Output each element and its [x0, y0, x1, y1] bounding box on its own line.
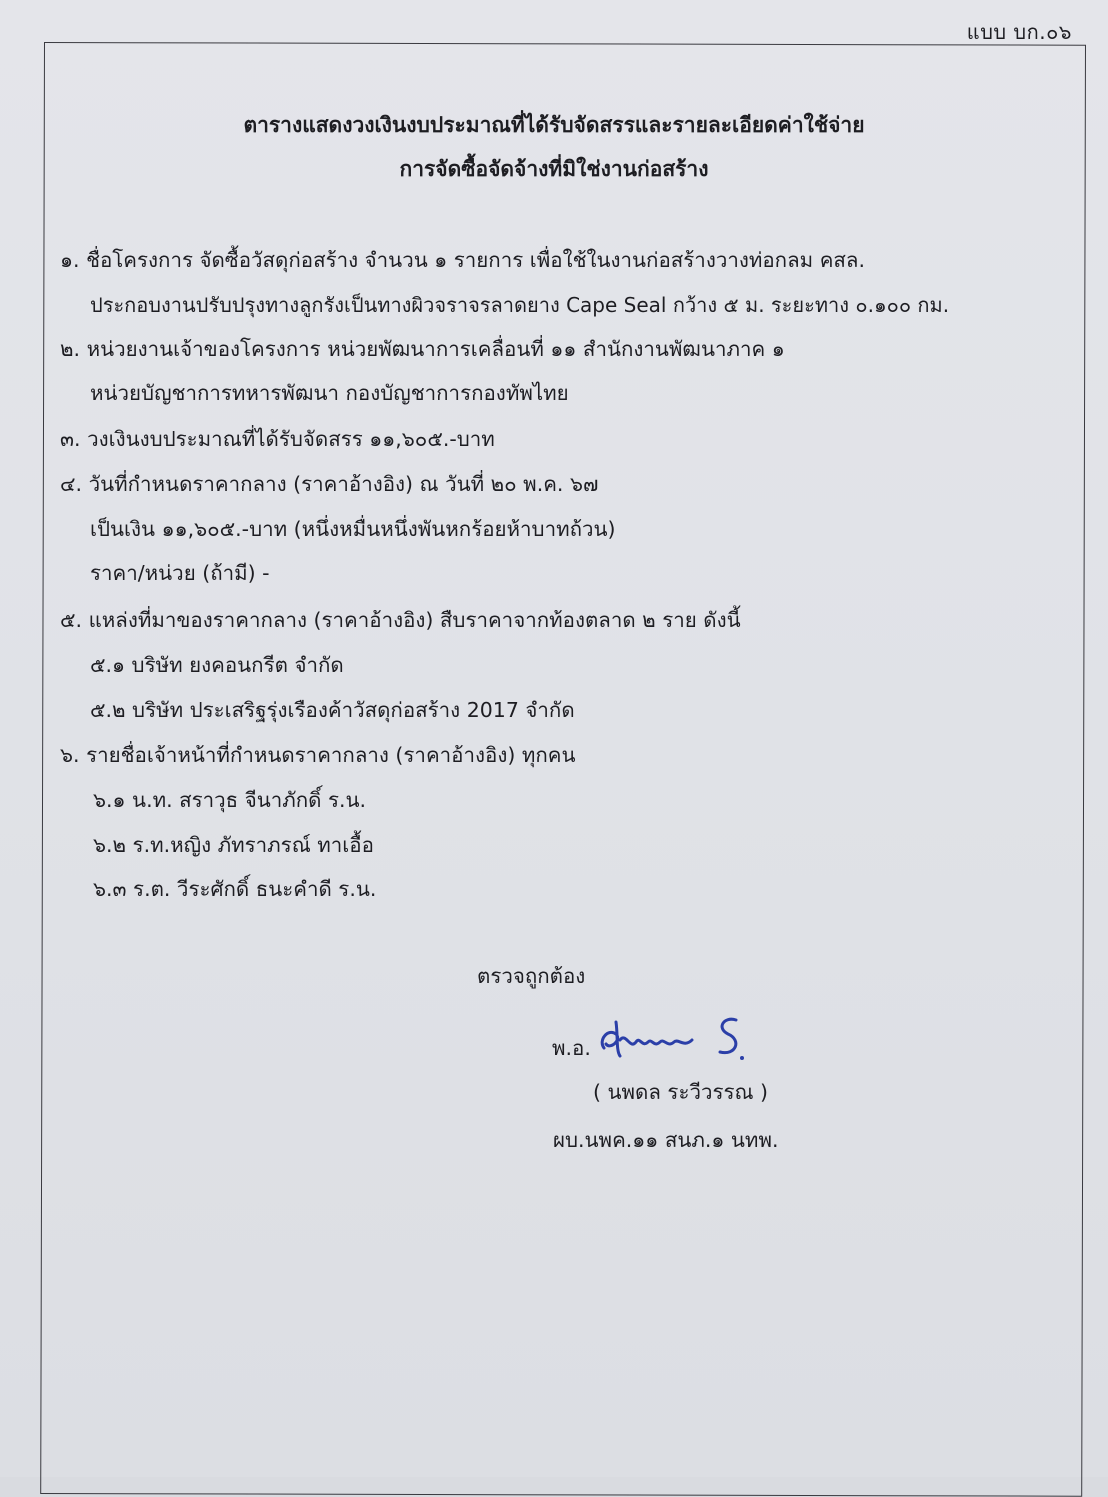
signer-title: ผบ.นพค.๑๑ สนภ.๑ นทพ.	[553, 1128, 779, 1152]
signer-name: ( นพดล ระวีวรรณ )	[593, 1080, 769, 1104]
item-1-continuation: ประกอบงานปรับปรุงทางลูกรังเป็นทางผิวจราจรลาดยาง Cape Seal กว้าง ๕ ม. ระยะทาง ๐.๑๐๐ กม.	[90, 293, 950, 317]
item-3-text: วงเงินงบประมาณที่ได้รับจัดสรร ๑๑,๖๐๕.-บาท	[87, 427, 495, 451]
certified-correct-label: ตรวจถูกต้อง	[477, 964, 586, 988]
form-code: แบบ บก.๐๖	[966, 20, 1072, 44]
item-5	[60, 604, 741, 637]
item-6-officer-3: ๖.๓ ร.ต. วีระศักดิ์ ธนะคำดี ร.น.	[93, 877, 377, 901]
item-5-text: แหล่งที่มาของราคากลาง (ราคาอ้างอิง) สืบราคาจากท้องตลาด ๒ ราย ดังนี้	[88, 608, 741, 632]
item-6-number: ๖.	[60, 743, 80, 767]
item-4	[60, 468, 598, 501]
item-2-continuation: หน่วยบัญชาการทหารพัฒนา กองบัญชาการกองทัพไทย	[90, 381, 569, 405]
item-2-number: ๒.	[60, 337, 81, 361]
handwritten-signature	[596, 1010, 756, 1070]
item-5-number: ๕.	[60, 608, 83, 632]
signer-rank: พ.อ.	[552, 1036, 591, 1060]
item-4-amount: เป็นเงิน ๑๑,๖๐๕.-บาท (หนึ่งหมื่นหนึ่งพันหกร้อยห้าบาทถ้วน)	[90, 517, 616, 541]
item-4-unit-price: ราคา/หน่วย (ถ้ามี) -	[90, 561, 270, 585]
item-5-source-2: ๕.๒ บริษัท ประเสริฐรุ่งเรืองค้าวัสดุก่อสร้าง 2017 จำกัด	[90, 698, 575, 722]
item-2	[60, 333, 785, 366]
item-1-number: ๑.	[60, 248, 80, 272]
item-4-number: ๔.	[60, 472, 83, 496]
item-1-text: ชื่อโครงการ จัดซื้อวัสดุก่อสร้าง จำนวน ๑ รายการ เพื่อใช้ในงานก่อสร้างวางท่อกลม คสล.	[86, 248, 865, 272]
item-3	[60, 423, 495, 456]
item-6-officer-1: ๖.๑ น.ท. สราวุธ จีนาภักดิ์ ร.น.	[93, 788, 367, 812]
item-6	[60, 739, 576, 772]
document-title-line-2: การจัดซื้อจัดจ้างที่มิใช่งานก่อสร้าง	[399, 157, 709, 181]
item-4-text: วันที่กำหนดราคากลาง (ราคาอ้างอิง) ณ วันที่ ๒๐ พ.ค. ๖๗	[88, 472, 599, 496]
item-3-number: ๓.	[60, 427, 81, 451]
item-1	[60, 244, 865, 277]
item-6-officer-2: ๖.๒ ร.ท.หญิง ภัทราภรณ์ ทาเอื้อ	[93, 833, 374, 857]
item-2-text: หน่วยงานเจ้าของโครงการ หน่วยพัฒนาการเคลื่อนที่ ๑๑ สำนักงานพัฒนาภาค ๑	[86, 337, 785, 361]
item-6-text: รายชื่อเจ้าหน้าที่กำหนดราคากลาง (ราคาอ้างอิง) ทุกคน	[86, 743, 576, 767]
document-title-line-1: ตารางแสดงวงเงินงบประมาณที่ได้รับจัดสรรและรายละเอียดค่าใช้จ่าย	[243, 113, 865, 137]
item-5-source-1: ๕.๑ บริษัท ยงคอนกรีต จำกัด	[90, 653, 344, 677]
